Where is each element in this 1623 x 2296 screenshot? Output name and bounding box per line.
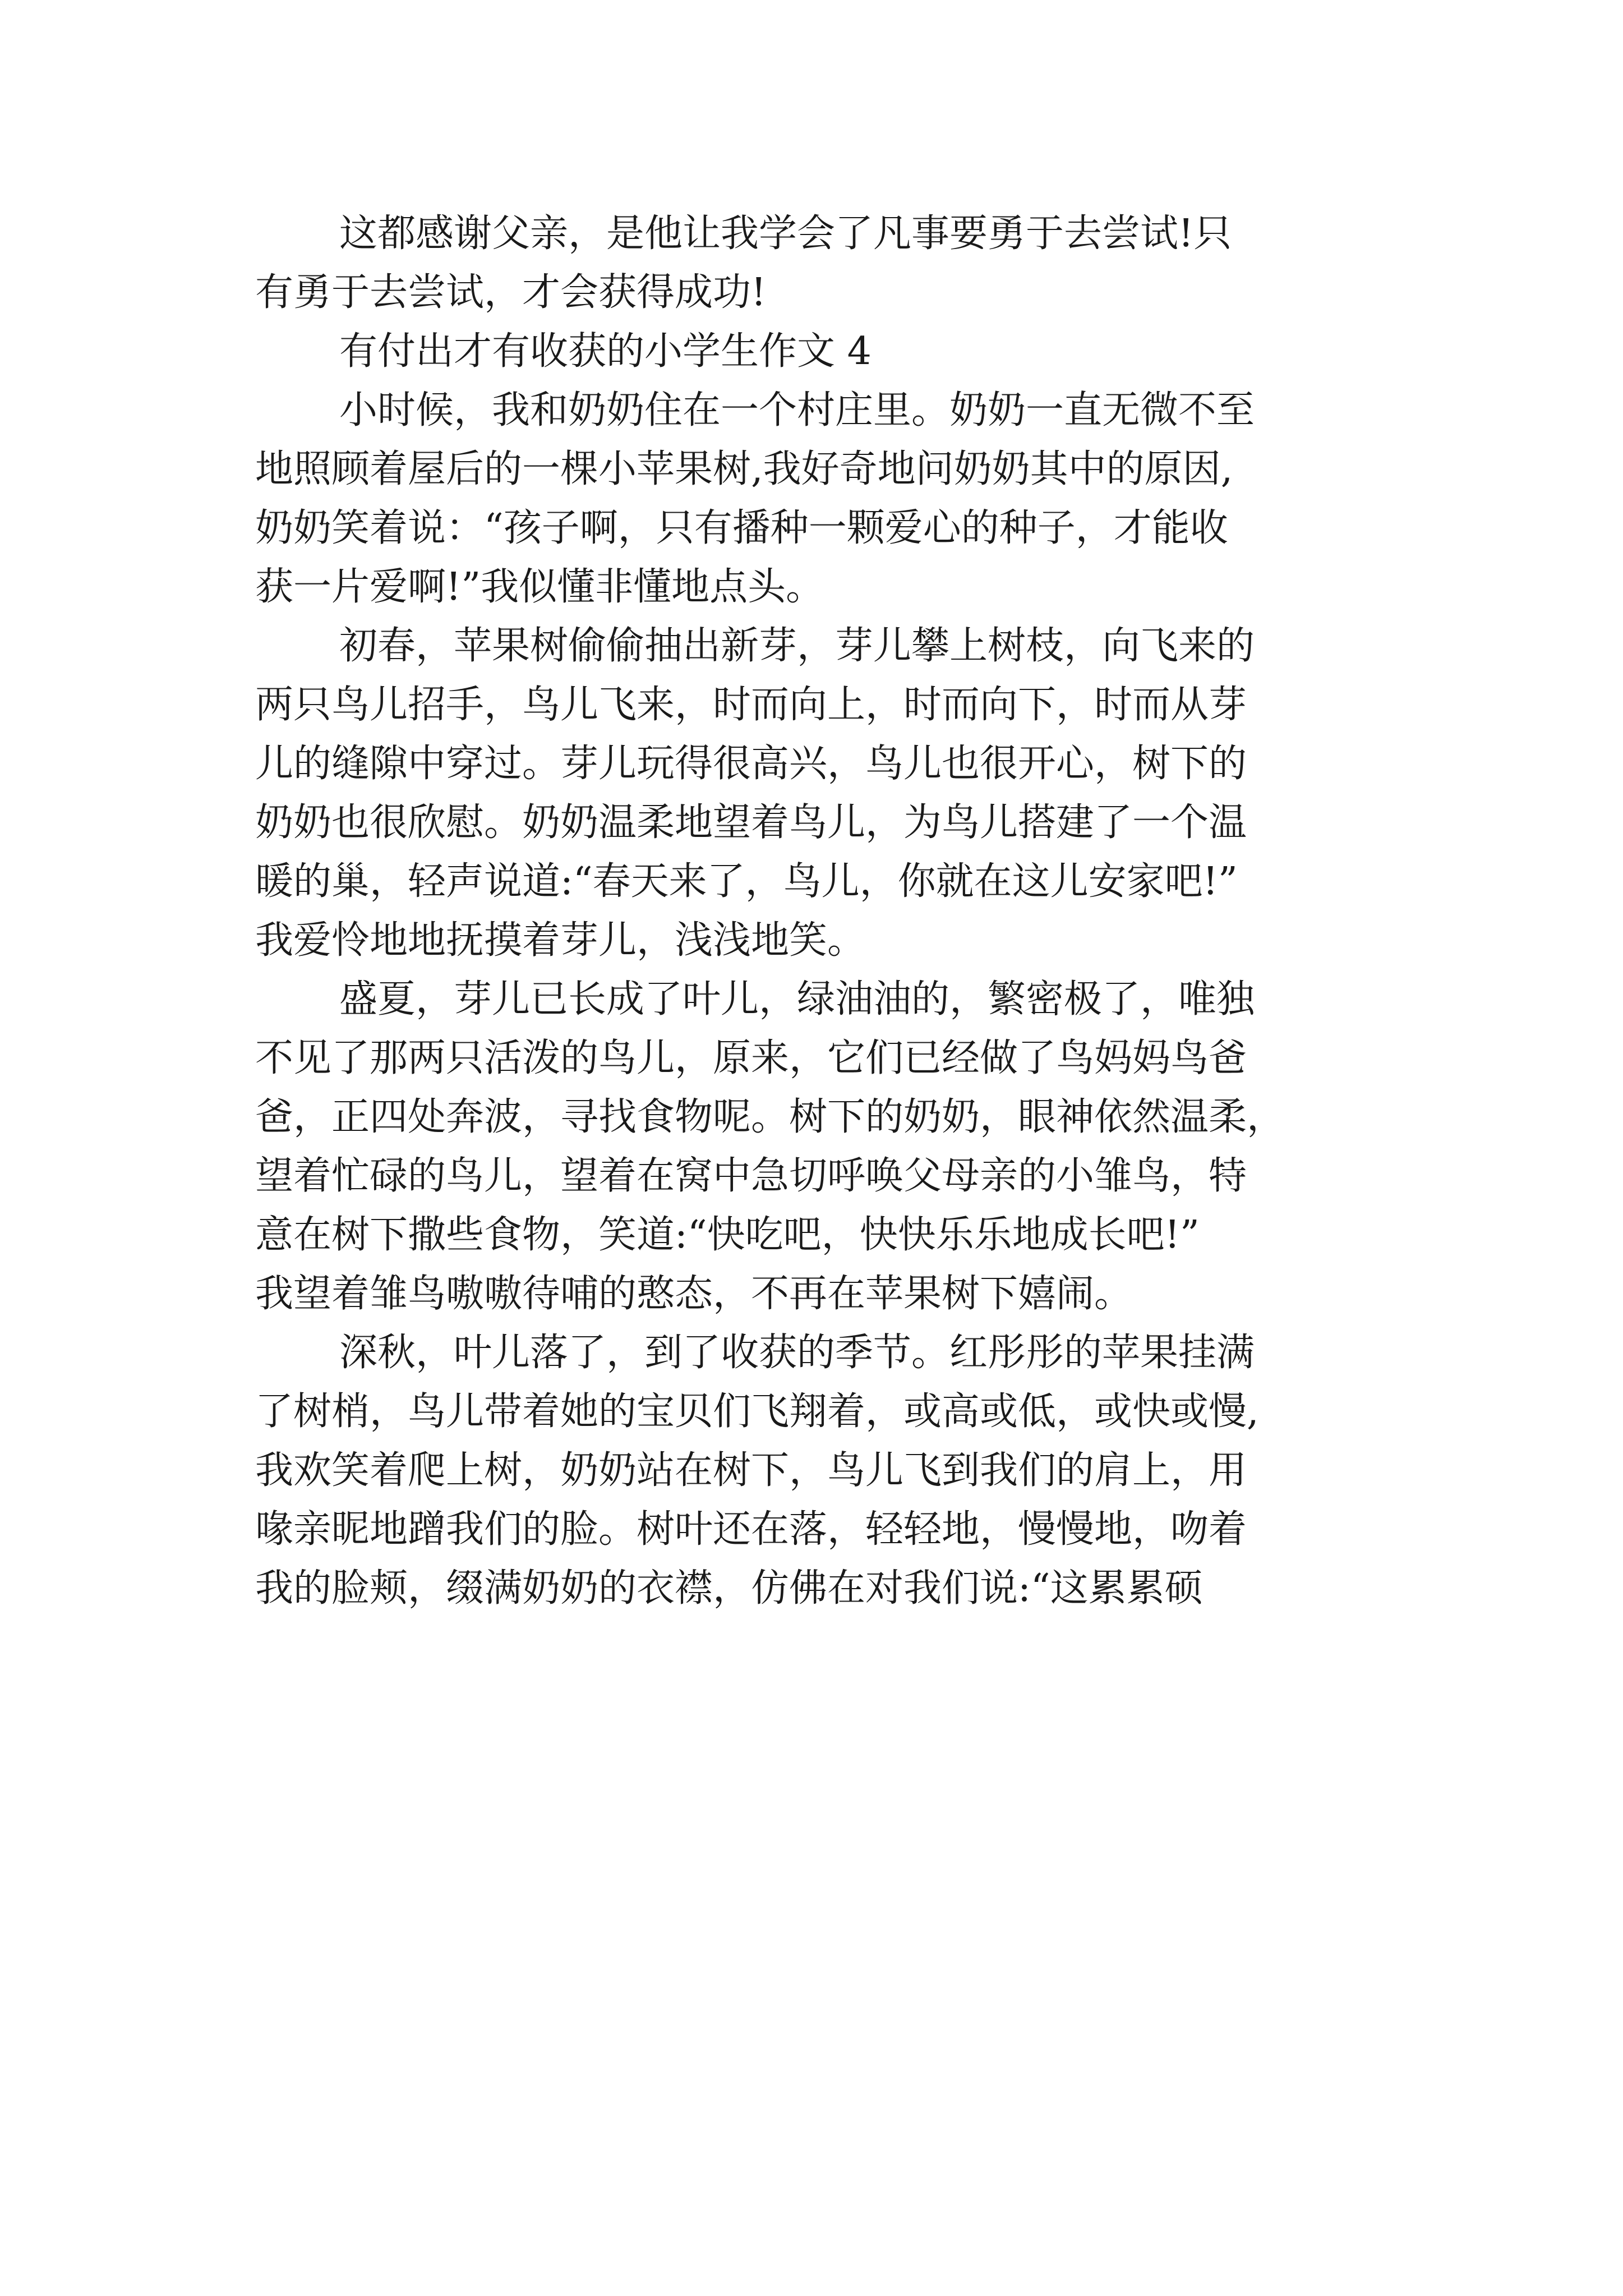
- text-line: 我望着雏鸟嗷嗷待哺的憨态，不再在苹果树下嬉闹。: [255, 1272, 1133, 1316]
- text-line: 奶奶也很欣慰。奶奶温柔地望着鸟儿，为鸟儿搭建了一个温: [255, 800, 1247, 845]
- text-line: 小时候，我和奶奶住在一个村庄里。奶奶一直无微不至: [339, 388, 1255, 432]
- text-line: 奶奶笑着说：“孩子啊，只有播种一颗爱心的种子，才能收: [255, 506, 1228, 550]
- essay-body: [255, 204, 1377, 1618]
- text-line: 地照顾着屋后的一棵小苹果树,我好奇地问奶奶其中的原因,: [255, 447, 1233, 491]
- text-line: 深秋，叶儿落了，到了收获的季节。红彤彤的苹果挂满: [339, 1331, 1255, 1375]
- text-line: 有勇于去尝试，才会获得成功!: [255, 270, 767, 315]
- text-line: 了树梢，鸟儿带着她的宝贝们飞翔着，或高或低，或快或慢,: [255, 1389, 1259, 1434]
- text-line: 不见了那两只活泼的鸟儿，原来，它们已经做了鸟妈妈鸟爸: [255, 1036, 1247, 1080]
- text-line: 我爱怜地地抚摸着芽儿，浅浅地笑。: [255, 918, 866, 963]
- text-line: 意在树下撒些食物，笑道:“快吃吧，快快乐乐地成长吧!”: [255, 1213, 1200, 1257]
- text-line: 这都感谢父亲，是他让我学会了凡事要勇于去尝试!只: [339, 211, 1232, 256]
- text-line: 两只鸟儿招手，鸟儿飞来，时而向上，时而向下，时而从芽: [255, 683, 1247, 727]
- text-line: 盛夏，芽儿已长成了叶儿，绿油油的，繁密极了，唯独: [339, 977, 1255, 1022]
- text-line: 获一片爱啊!”我似懂非懂地点头。: [255, 565, 824, 609]
- text-line: 有付出才有收获的小学生作文 4: [339, 329, 872, 374]
- text-line: 我欢笑着爬上树，奶奶站在树下，鸟儿飞到我们的肩上，用: [255, 1448, 1247, 1493]
- text-line: 我的脸颊，缀满奶奶的衣襟，仿佛在对我们说:“这累累硕: [255, 1566, 1203, 1611]
- text-line: 喙亲昵地蹭我们的脸。树叶还在落，轻轻地，慢慢地，吻着: [255, 1507, 1247, 1552]
- text-line: 望着忙碌的鸟儿，望着在窝中急切呼唤父母亲的小雏鸟，特: [255, 1154, 1247, 1198]
- text-line: 暖的巢，轻声说道:“春天来了，鸟儿，你就在这儿安家吧!”: [255, 859, 1238, 904]
- text-line: 儿的缝隙中穿过。芽儿玩得很高兴，鸟儿也很开心，树下的: [255, 742, 1247, 786]
- text-line: 初春，苹果树偷偷抽出新芽，芽儿攀上树枝，向飞来的: [339, 624, 1255, 668]
- text-line: 爸，正四处奔波，寻找食物呢。树下的奶奶，眼神依然温柔，: [255, 1095, 1285, 1139]
